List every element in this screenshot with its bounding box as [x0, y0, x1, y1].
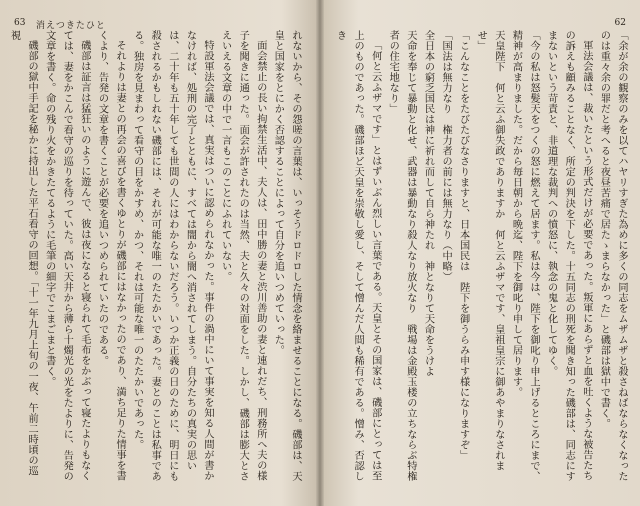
paragraph: 磯部は証言は猛狂いのように遊んで、彼は夜になると寝られて毛布をかぶって寝たよりもなくては、妻をかこんで看守の巡りを待っていた。高い天井から薄ら十燭光の光をたよりに、告発の文章を書く。命の残り火をかきたてるように毛筆の細字でこまごまと書く。	[43, 30, 90, 482]
paragraph: 「余が余の観察のみを以てハヤリすぎた為めに多くの同志をムザムザと殺さねばならなくなったのは重々余の罪だと考へると夜昼苦痛で居たゝまらなかった」と磯部は獄中で書く。	[598, 30, 627, 482]
quote: 天皇陛下 何と云ふ御失政でありますか 何と云ふザマです、皇祖皇宗に御あやまりなされませ」	[475, 30, 504, 471]
paragraph: 面会禁止の長い拘禁生活中、夫人は、田中勝の妻と渋川善助の妻と連れだち、刑務所へ夫の様子を聞きに通った。面会が許されたのは当然、夫と久々の対面をした。しかし、磯部は膨大とさえいえる文章の中で一言もこのことにふれていない。	[219, 30, 266, 482]
quote: 「今の私は怒髪天をつくの怒に燃えて居ます。私は今は、陛下を御叱り申上げるところにまで、精神が高まりました。だから毎日朝から晩迄、陛下を御叱り申して居ります。	[510, 30, 540, 482]
paragraph: 磯部の獄中手記を秘かに持出した平石看守の回想。「十一年九月上旬の一夜、午前二時頃の巡視	[8, 30, 38, 477]
quote: 「こんなことをたびたびなさりますと、日本国民は 陛下を御うらみ申す様になりますぞ」	[457, 30, 469, 461]
paragraph: 特設軍法会議では、真実はついに認められなかった。事件の渦中にいて事実を知る人間が書かなければ、処刑の完了とともに、すべては闇から闇へ消されてしまう。自分たちの真実の思いは、二十年も五十年しても世間の人にはわからないだろう。いつか正義の日のために、明日にも殺されるかもしれない磯部には、それが可能な唯一のたたかいであった。妻とのことは私事である。独房を見まわって看守の目をかすめ、かつ、それは可能な唯一のたたかいであった。	[131, 30, 214, 482]
page-number: 63	[14, 18, 26, 28]
quote: 全日本の窮乏国民は神に祈れ而して自ら神たれ 神となりて天命をうけよ	[422, 30, 434, 377]
left-page-body	[8, 30, 304, 482]
page-number: 62	[614, 18, 626, 28]
left-page	[0, 0, 318, 506]
right-page	[322, 0, 640, 506]
right-page-body	[332, 30, 630, 482]
paragraph: れないから、その怨嗟の言葉は、いっそうドロドロした情念を絡ませることになる。磯部は、天皇と国家をとにかく否認することによって自分を追いつめていった。	[272, 30, 301, 482]
quote: 「国法は無力なり 権力者の前には無力なり（中略）	[440, 30, 452, 282]
quote: 天命を奉じて暴動と化せ、武器は暴動なり殺人なり放火なり 戦場は金殿玉楼の立ちならぶ特権者の住宅地なり」	[387, 30, 416, 482]
paragraph: 「何と云ふザマです」とはずいぶん烈しい言葉である。天皇とその国家は、磯部にとっては至上のものであった。磯部ほど天皇を崇敬し愛し、そして憎んだ人間も稀有である。憎み、否認しき	[334, 30, 381, 482]
paragraph: 軍法会議は、裁いたという形式だけが必要であった。叛軍にあらずと血を吐くような被告たちの訴えも顧みることなく、所定の判決を下した。十五同志の刑死を聞き知った磯部は、同志にすまないという苛責と、非道理な裁判への憤怒に、執念の鬼と化してゆく。	[545, 30, 592, 482]
running-title: 消えつきたひと	[36, 21, 106, 31]
paragraph: それよりは妻との再会の喜びを書くゆとりが磯部にはなかったのであり、満ち足りた情事を書くより、告発の文章を書くことが必要を追いつめられていたのである。	[96, 30, 126, 482]
